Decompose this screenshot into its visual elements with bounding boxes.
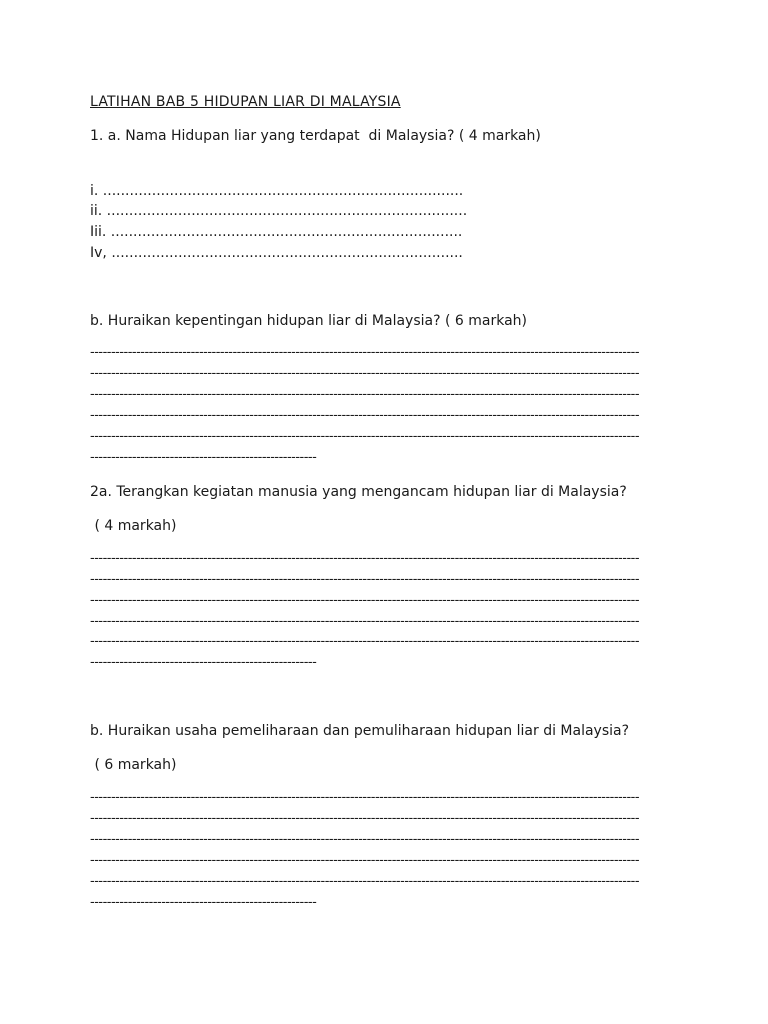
answer-line-2a-1: ----------------------------------------------------------------------------------------------------------------------------------- <box>90 551 640 566</box>
answer-line-1a-ii: ii. ................................................................................. <box>90 203 468 219</box>
question-1a: 1. a. Nama Hidupan liar yang terdapat di Malaysia? ( 4 markah) <box>90 128 541 144</box>
answer-line-1b-3: ----------------------------------------------------------------------------------------------------------------------------------- <box>90 387 640 402</box>
question-1b: b. Huraikan kepentingan hidupan liar di Malaysia? ( 6 markah) <box>90 313 527 329</box>
answer-line-2a-3: ----------------------------------------------------------------------------------------------------------------------------------- <box>90 593 640 608</box>
answer-line-2b-6: ------------------------------------------------------ <box>90 895 317 910</box>
answer-line-2b-1: ----------------------------------------------------------------------------------------------------------------------------------- <box>90 790 640 805</box>
answer-line-2a-2: ----------------------------------------------------------------------------------------------------------------------------------- <box>90 572 640 587</box>
answer-line-1a-i: i. ................................................................................. <box>90 183 464 199</box>
answer-line-1b-6: ------------------------------------------------------ <box>90 450 317 465</box>
answer-line-1a-iv: Iv, ............................................................................... <box>90 245 463 261</box>
answer-line-1b-4: ----------------------------------------------------------------------------------------------------------------------------------- <box>90 408 640 423</box>
question-2b-marks: ( 6 markah) <box>90 757 177 773</box>
worksheet-title: LATIHAN BAB 5 HIDUPAN LIAR DI MALAYSIA <box>90 94 401 110</box>
answer-line-2b-3: ----------------------------------------------------------------------------------------------------------------------------------- <box>90 832 640 847</box>
answer-line-2a-4: ----------------------------------------------------------------------------------------------------------------------------------- <box>90 614 640 629</box>
answer-line-1b-1: ----------------------------------------------------------------------------------------------------------------------------------- <box>90 345 640 360</box>
question-2a-marks: ( 4 markah) <box>90 518 177 534</box>
answer-line-1b-2: ----------------------------------------------------------------------------------------------------------------------------------- <box>90 366 640 381</box>
question-2b: b. Huraikan usaha pemeliharaan dan pemuliharaan hidupan liar di Malaysia? <box>90 723 630 739</box>
answer-line-2a-5: ----------------------------------------------------------------------------------------------------------------------------------- <box>90 634 640 649</box>
answer-line-2b-2: ----------------------------------------------------------------------------------------------------------------------------------- <box>90 811 640 826</box>
question-2a: 2a. Terangkan kegiatan manusia yang mengancam hidupan liar di Malaysia? <box>90 484 627 500</box>
answer-line-1b-5: ----------------------------------------------------------------------------------------------------------------------------------- <box>90 429 640 444</box>
answer-line-2b-4: ----------------------------------------------------------------------------------------------------------------------------------- <box>90 853 640 868</box>
answer-line-2b-5: ----------------------------------------------------------------------------------------------------------------------------------- <box>90 874 640 889</box>
answer-line-1a-iii: Iii. ............................................................................... <box>90 224 463 240</box>
answer-line-2a-6: ------------------------------------------------------ <box>90 655 317 670</box>
